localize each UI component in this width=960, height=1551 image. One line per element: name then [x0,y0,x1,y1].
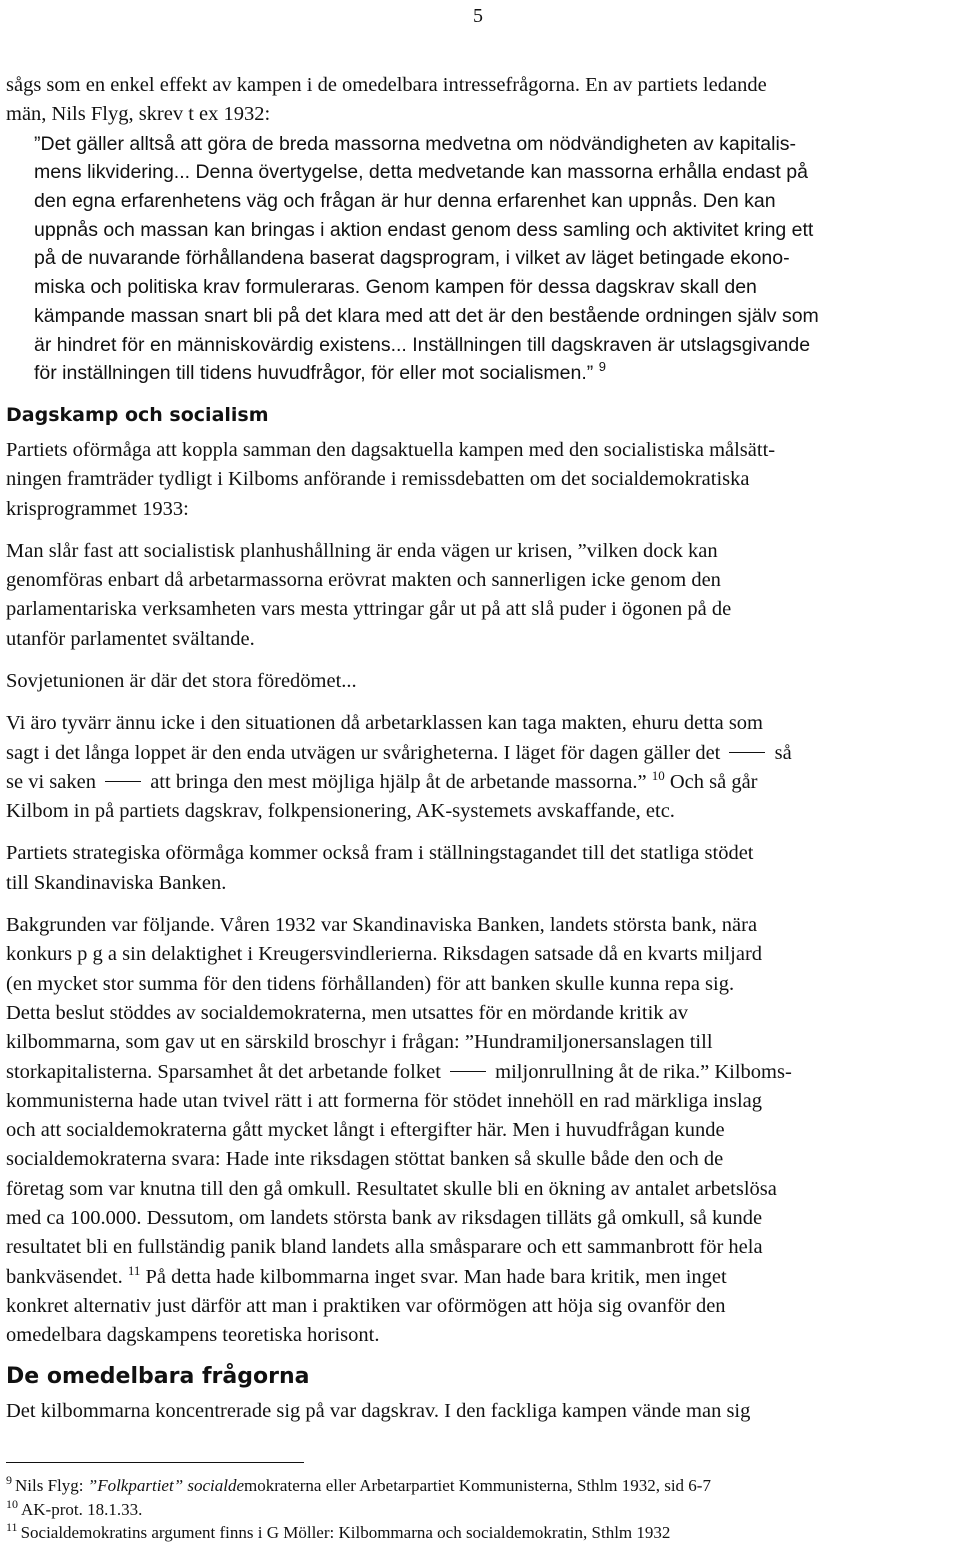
text-line: konkret alternativ just därför att man i praktiken var oförmögen att höja sig ovanför den [6,1294,726,1317]
text-line: kämpande massan snart bli på det klara med att det är den bestående ordningen själv som [34,304,819,327]
section-heading: De omedelbara frågorna [6,1363,310,1389]
text-line: så [774,741,792,764]
text-line: Partiets oförmåga att koppla samman den dagsaktuella kampen med den socialistiska målsätt- [6,438,776,461]
text-line: (en mycket stor summa för den tidens förhållanden) för att banken skulle kunna repa sig. [6,972,735,995]
em-dash [729,752,765,753]
text-line: Man slår fast att socialistisk planhushållning är enda vägen ur krisen, ”vilken dock kan [6,539,718,562]
block-quote [34,130,954,388]
text-line: genomföras enbart då arbetarmassorna erövrat makten och sannerligen icke genom den [6,569,721,592]
text-line: sagt i det långa loppet är den enda utvägen ur svårigheterna. I läget för dagen gäller det [6,741,721,764]
footnote-text: Socialdemokratins argument finns i G Möller: Kilbommarna och socialdemokratin, Sthlm 1932 [20,1523,671,1542]
text-line: parlamentariska verksamheten vars mesta yttringar går ut på att slå puder i ögonen på de [6,598,732,621]
footnote-ref[interactable]: 11 [127,1262,141,1278]
text-line: ningen framträder tydligt i Kilboms anförande i remissdebatten om det socialdemokratiska [6,468,750,491]
text-line: och att socialdemokraterna gått mycket långt i eftergifter här. Men i huvudfrågan kunde [6,1119,725,1142]
text-line: Partiets strategiska oförmåga kommer också fram i ställningstagandet till det statliga stödet [6,842,754,865]
footnote-number: 9 [6,1473,12,1487]
main-text [6,71,954,1426]
footnote-ref[interactable]: 9 [598,359,606,375]
text-line: Bakgrunden var följande. Våren 1932 var Skandinaviska Banken, landets största bank, nära [6,914,758,937]
paragraph [6,1397,954,1426]
paragraph [6,667,954,696]
text-line: Detta beslut stöddes av socialdemokraterna, men utsattes för en mördande kritik av [6,1001,688,1024]
text-line: konkurs p g a sin delaktighet i Kreugersvindlerierna. Riksdagen satsade då en kvarts miljard [6,943,763,966]
text-line: mens likvidering... Denna övertygelse, detta medvetande kan massorna erhålla endast på [34,161,808,184]
text-line: Det kilbommarna koncentrerade sig på var dagskrav. I den fackliga kampen vände man sig [6,1399,751,1422]
text-line: resultatet bli en fullständig panik bland landets alla småsparare och ett sammanbrott för hela [6,1236,763,1259]
text-line: sågs som en enkel effekt av kampen i de omedelbara intressefrågorna. En av partiets ledande [6,74,767,96]
text-line: På detta hade kilbommarna inget svar. Man hade bara kritik, men inget [145,1265,727,1288]
paragraph [6,911,954,1350]
text-line: Kilbom in på partiets dagskrav, folkpensionering, AK-systemets avskaffande, etc. [6,800,675,823]
paragraph [6,709,954,826]
footnote-separator [6,1462,304,1463]
text-line: Vi äro tyvärr ännu icke i den situationen då arbetarklassen kan taga makten, ehuru detta som [6,712,763,735]
paragraph [6,537,954,654]
footnote-text: AK-prot. 18.1.33. [21,1499,143,1519]
text-line: företag som var knutna till den gå omkull. Resultatet skulle bli en ökning av antalet arbetslösa [6,1177,777,1200]
text-line: storkapitalisterna. Sparsamhet åt det arbetande folket [6,1060,441,1083]
text-line: till Skandinaviska Banken. [6,871,227,894]
em-dash [450,1071,486,1072]
text-line: på de nuvarande förhållandena baserat dagsprogram, i vilket av läget betingade ekono- [34,247,790,270]
text-line: bankväsendet. [6,1265,123,1288]
text-line: kommunisterna hade utan tvivel rätt i att formerna för stödet innehöll en rad märkliga inslag [6,1089,762,1112]
footnote-text: mokraterna eller Arbetarpartiet Kommunisterna, Sthlm 1932, sid 6-7 [244,1476,711,1495]
footnote-number: 11 [6,1520,18,1534]
paragraph [6,839,954,898]
text-line: män, Nils Flyg, skrev t ex 1932: [6,103,271,126]
footnote-title: ”Folkpartiet” socialde [87,1476,245,1495]
text-line: miljonrullning åt de rika.” Kilboms- [495,1060,792,1083]
footnote-number: 10 [6,1496,18,1511]
text-line: att bringa den mest möjliga hjälp åt de arbetande massorna.” [150,770,647,793]
text-line: krisprogrammet 1933: [6,497,189,520]
footnote [6,1521,954,1545]
text-line: ”Det gäller alltså att göra de breda massorna medvetna om nödvändigheten av kapitalis- [34,132,797,155]
paragraph [6,436,954,524]
text-line: för inställningen till tidens huvudfrågor, för eller mot socialismen.” [34,362,594,385]
text-line: miska och politiska krav formuleraras. Genom kampen för dessa dagskrav skall den [34,276,757,299]
text-line: Sovjetunionen är där det stora föredömet... [6,670,357,692]
section-heading: Dagskamp och socialism [6,403,269,426]
text-line: är hindret för en människovärdig existens... Inställningen till dagskraven är utslagsgivande [34,333,811,356]
footnote-text: Nils Flyg: [15,1476,88,1495]
text-line: uppnås och massan kan bringas i aktion endast genom dess samling och aktivitet kring ett [34,218,814,241]
text-line: omedelbara dagskampens teoretiska horisont. [6,1324,380,1347]
text-line: utanför parlamentet svältande. [6,627,255,650]
footnotes [6,1474,954,1545]
text-line: den egna erfarenhetens väg och frågan är hur denna erfarenhet kan uppnås. Den kan [34,190,776,212]
footnote [6,1474,954,1498]
text-line: Och så går [669,770,758,793]
text-line: se vi saken [6,770,96,793]
em-dash [105,781,141,782]
page-number: 5 [473,5,483,27]
text-line: socialdemokraterna svara: Hade inte riksdagen stöttat banken så skulle både den och de [6,1148,724,1171]
text-line: med ca 100.000. Dessutom, om landets största bank av riksdagen tilläts gå omkull, så kunde [6,1207,763,1230]
paragraph [6,71,954,130]
text-line: kilbommarna, som gav ut en särskild broschyr i frågan: ”Hundramiljonersanslagen till [6,1031,713,1054]
footnote-ref[interactable]: 10 [651,767,665,783]
footnote [6,1498,954,1522]
